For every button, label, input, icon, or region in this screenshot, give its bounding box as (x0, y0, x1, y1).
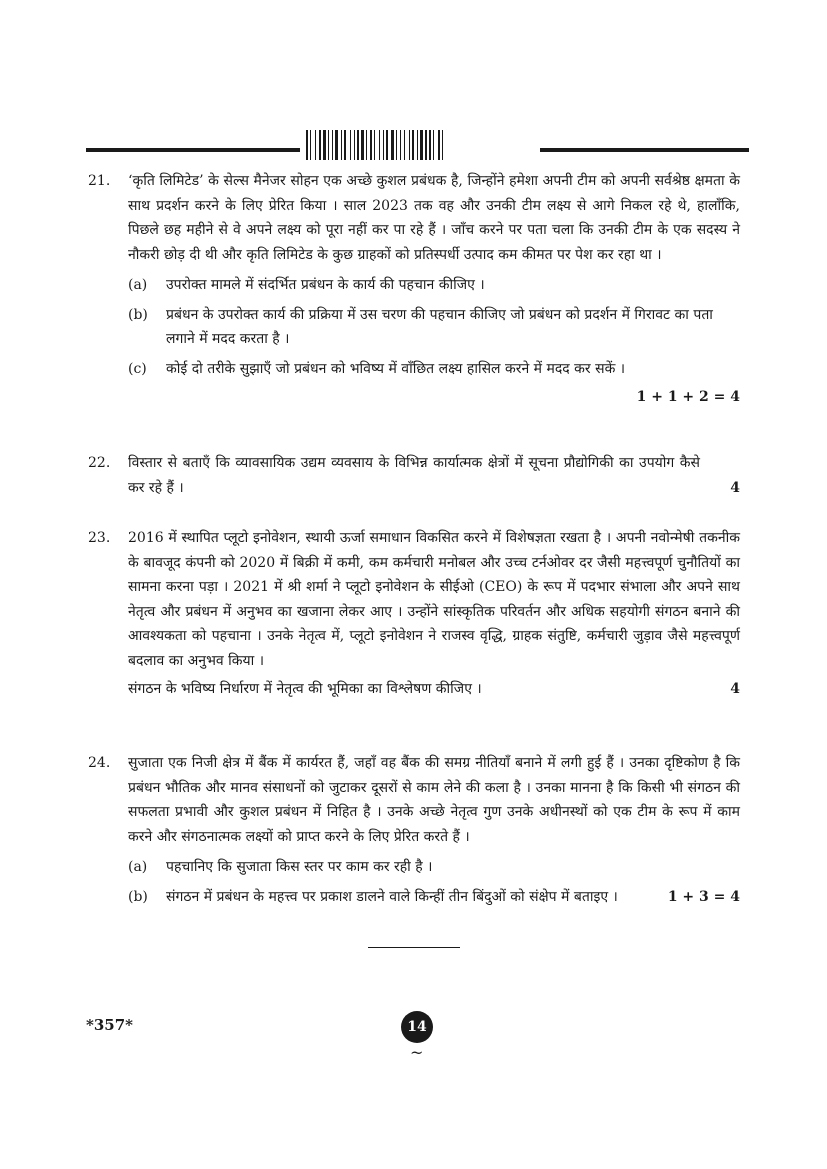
header-rule-right (540, 148, 749, 152)
question-21 (88, 169, 740, 410)
paper-code: *357* (86, 1016, 133, 1034)
question-text: सुजाता एक निजी क्षेत्र में बैंक में कार्यरत हैं, जहाँ वह बैंक की समग्र नीतियाँ बनाने में लगी हुई हैं । उनका दृष्टिकोण है कि प्रबंधन भौतिक और मानव संसाधनों को जुटाकर दूसरों से काम लेने की कला है । उनका मानना है कि किसी भी संगठन की सफलता प्रभावी और कुशल प्रबंधन में निहित है । उनके अच्छे नेतृत्व गुण उनके अधीनस्थों को एक टीम के रूप में काम करने और संगठनात्मक लक्ष्यों को प्राप्त करने के लिए प्रेरित करते हैं । (128, 755, 740, 845)
question-22 (88, 451, 740, 500)
question-number: 21. (88, 173, 111, 189)
question-number: 23. (88, 530, 111, 546)
question-part (128, 885, 740, 910)
footer-tilde: ~ (410, 1043, 424, 1062)
part-text: कोई दो तरीके सुझाएँ जो प्रबंधन को भविष्य में वाँछित लक्ष्य हासिल करने में मदद कर सकें । (166, 360, 626, 377)
question-text: 2016 में स्थापित प्लूटो इनोवेशन, स्थायी ऊर्जा समाधान विकसित करने में विशेषज्ञता रखता है । अपनी नवोन्मेषी तकनीक के बावजूद कंपनी को 2020 में बिक्री में कमी, कम कर्मचारी मनोबल और उच्च टर्नओवर दर जैसी महत्त्वपूर्ण चुनौतियों का सामना करना पड़ा । 2021 में श्री शर्मा ने प्लूटो इनोवेशन के सीईओ (CEO) के रूप में पदभार संभाला और अपने साथ नेतृत्व और प्रबंधन में अनुभव का खजाना लेकर आए । उन्होंने सांस्कृतिक परिवर्तन और अधिक सहयोगी संगठन बनाने की आवश्यकता को पहचाना । उनके नेतृत्व में, प्लूटो इनोवेशन ने राजस्व वृद्धि, ग्राहक संतुष्टि, कर्मचारी जुड़ाव जैसे महत्त्वपूर्ण बदलाव का अनुभव किया । (128, 530, 740, 669)
marks: 1 + 1 + 2 = 4 (636, 389, 740, 405)
marks: 4 (730, 480, 740, 496)
question-text: ‘कृति लिमिटेड’ के सेल्स मैनेजर सोहन एक अच्छे कुशल प्रबंधक है, जिन्होंने हमेशा अपनी टीम को अपनी सर्वश्रेष्ठ क्षमता के साथ प्रदर्शन करने के लिए प्रेरित किया । साल 2023 तक वह और उनकी टीम लक्ष्य से आगे निकल रहे थे, हालाँकि, पिछले छह महीने से वे अपने लक्ष्य को पूरा नहीं कर पा रहे हैं । जाँच करने पर पता चला कि उनकी टीम के एक सदस्य ने नौकरी छोड़ दी थी और कृति लिमिटेड के कुछ ग्राहकों को प्रतिस्पर्धी उत्पाद कम कीमत पर पेश कर रहा था । (128, 173, 740, 263)
part-label: (b) (128, 888, 148, 905)
question-part (128, 273, 740, 298)
page-number: 14 (401, 1011, 433, 1043)
part-text: संगठन में प्रबंधन के महत्त्व पर प्रकाश डालने वाले किन्हीं तीन बिंदुओं को संक्षेप में बताइए । (166, 888, 618, 905)
marks: 4 (730, 681, 740, 697)
question-number: 22. (88, 455, 111, 471)
question-text: विस्तार से बताएँ कि व्यावसायिक उद्यम व्यवसाय के विभिन्न कार्यात्मक क्षेत्रों में सूचना प्रौद्योगिकी का उपयोग कैसे कर रहे हैं । (128, 455, 700, 496)
question-24 (88, 751, 740, 909)
part-text: प्रबंधन के उपरोक्त कार्य की प्रक्रिया में उस चरण की पहचान कीजिए जो प्रबंधन को प्रदर्शन में गिरावट का पता लगाने में मदद करता है । (166, 306, 713, 347)
question-part (128, 357, 740, 382)
question-23 (88, 526, 740, 702)
part-label: (a) (128, 859, 148, 875)
part-label: (a) (128, 277, 148, 293)
question-number: 24. (88, 755, 111, 771)
question-part (128, 303, 740, 352)
part-label: (b) (128, 306, 148, 323)
part-text: उपरोक्त मामले में संदर्भित प्रबंधन के कार्य की पहचान कीजिए । (166, 277, 485, 293)
question-prompt: संगठन के भविष्य निर्धारण में नेतृत्व की भूमिका का विश्लेषण कीजिए । (128, 681, 482, 697)
part-label: (c) (128, 360, 147, 377)
marks: 1 + 3 = 4 (667, 888, 740, 905)
end-rule (368, 947, 460, 948)
question-part (128, 855, 740, 880)
header-rule-left (86, 148, 300, 152)
barcode-image (306, 130, 532, 160)
part-text: पहचानिए कि सुजाता किस स्तर पर काम कर रही है । (166, 859, 433, 875)
